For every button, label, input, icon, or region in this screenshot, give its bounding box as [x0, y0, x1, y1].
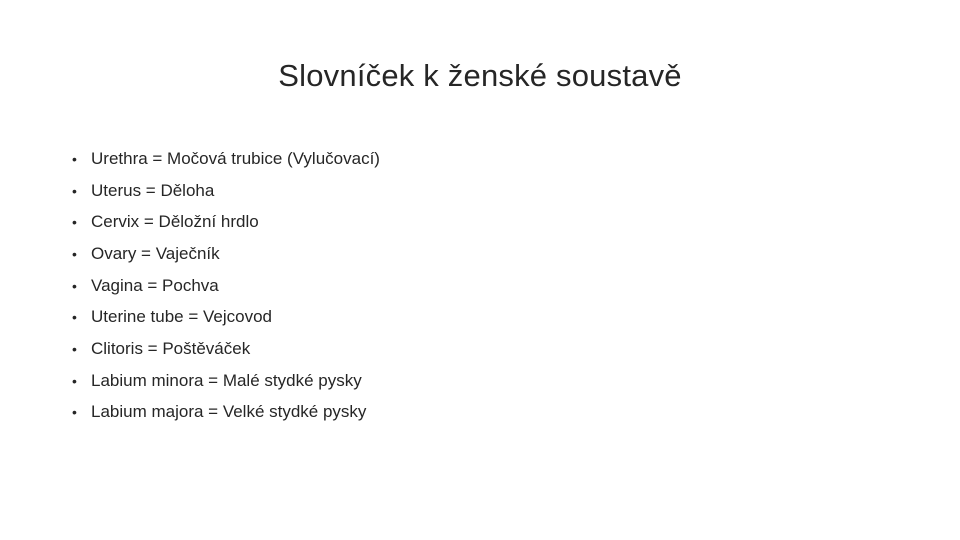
bullet-icon: • [72, 404, 77, 421]
bullet-icon: • [72, 372, 77, 389]
list-item-text: Labium majora = Velké stydké pysky [91, 402, 367, 422]
bullet-list [72, 143, 380, 428]
list-item [72, 365, 380, 397]
list-item-text: Vagina = Pochva [91, 275, 219, 295]
list-item [72, 206, 380, 238]
slide-title: Slovníček k ženské soustavě [278, 58, 682, 93]
list-item [72, 143, 380, 175]
list-item-text: Uterine tube = Vejcovod [91, 307, 272, 327]
list-item [72, 397, 380, 429]
list-item [72, 270, 380, 302]
list-item-text: Uterus = Děloha [91, 180, 215, 200]
bullet-icon: • [72, 277, 77, 294]
bullet-icon: • [72, 214, 77, 231]
list-item [72, 333, 380, 365]
bullet-icon: • [72, 150, 77, 167]
bullet-icon: • [72, 340, 77, 357]
list-item [72, 238, 380, 270]
list-item-text: Ovary = Vaječník [91, 243, 220, 263]
bullet-icon: • [72, 245, 77, 262]
list-item [72, 175, 380, 207]
bullet-icon: • [72, 182, 77, 199]
list-item [72, 301, 380, 333]
list-item-text: Clitoris = Poštěváček [91, 338, 251, 358]
list-item-text: Labium minora = Malé stydké pysky [91, 370, 362, 390]
list-item-text: Cervix = Děložní hrdlo [91, 212, 259, 232]
list-item-text: Urethra = Močová trubice (Vylučovací) [91, 148, 380, 168]
bullet-icon: • [72, 309, 77, 326]
